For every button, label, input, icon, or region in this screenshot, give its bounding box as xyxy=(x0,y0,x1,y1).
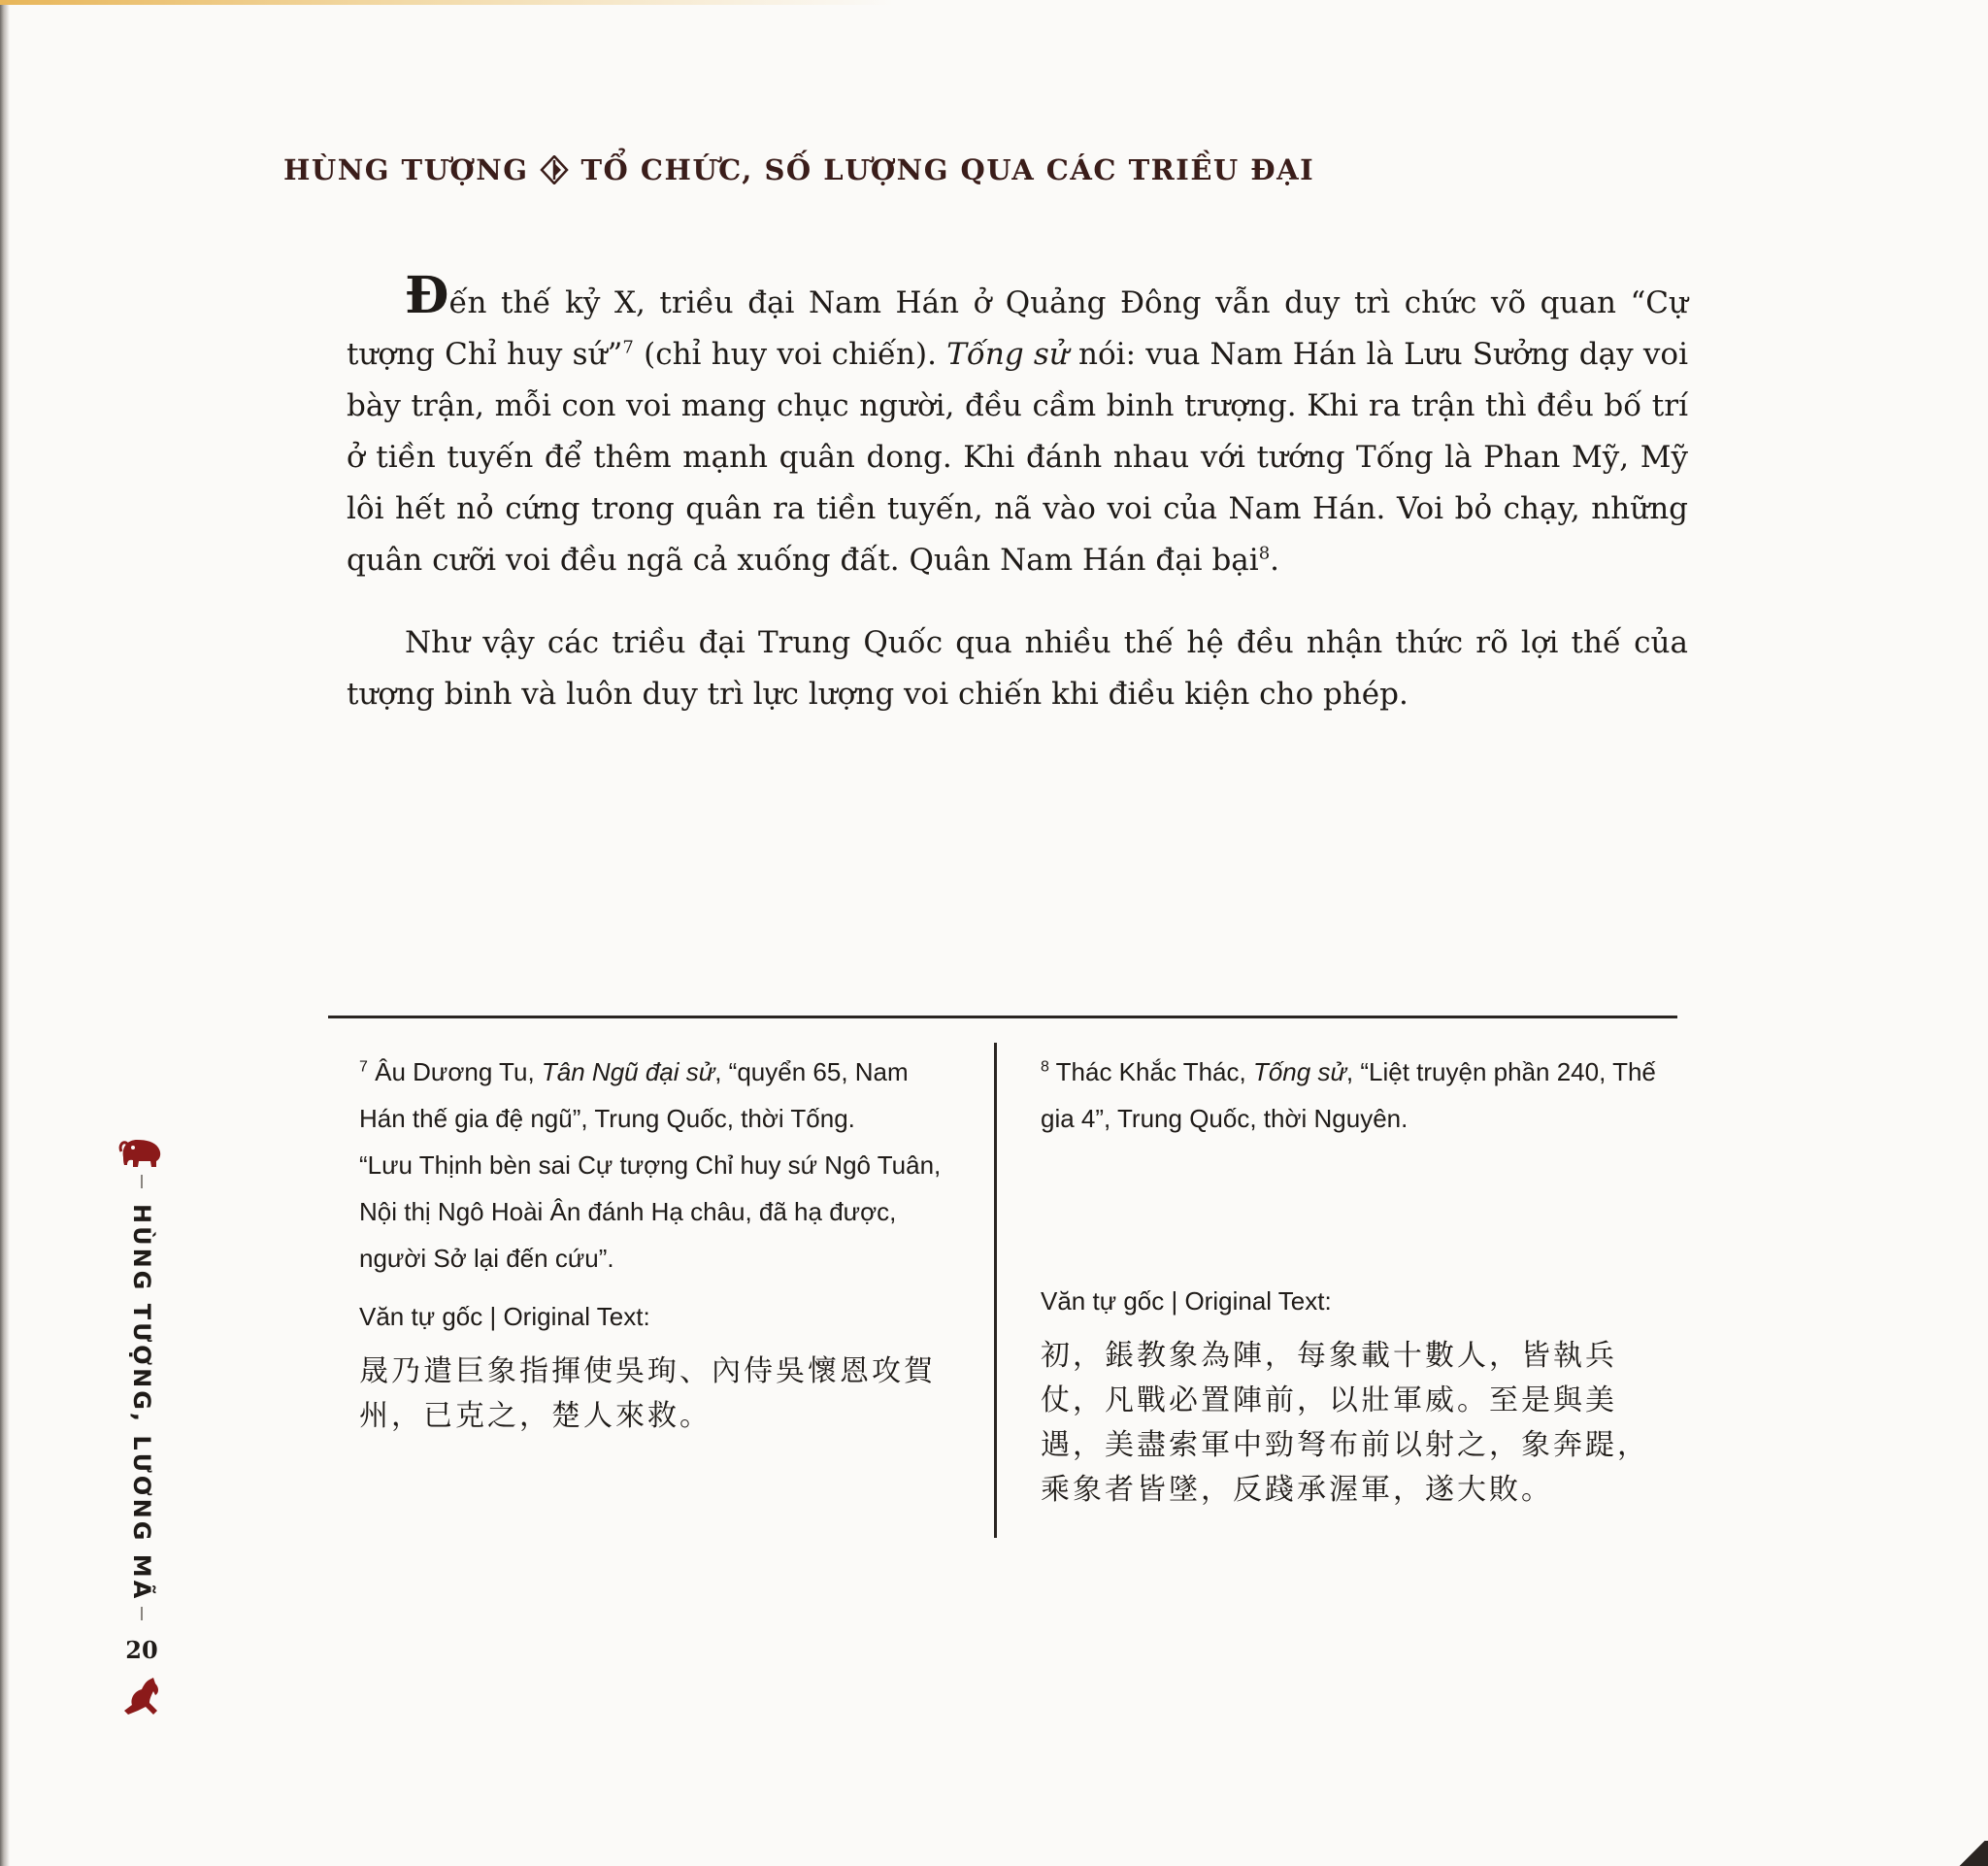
footnote-8-title: Tống sử xyxy=(1252,1057,1346,1086)
elephant-icon xyxy=(117,1130,166,1169)
diamond-ornament-icon xyxy=(540,155,569,184)
page-edge-top xyxy=(0,0,1988,5)
paragraph-1 xyxy=(347,266,1688,586)
paragraph-1-text-b: (chỉ huy voi chiến). xyxy=(633,337,947,372)
paragraph-1-end: . xyxy=(1270,543,1279,578)
paragraph-2: Như vậy các triều đại Trung Quốc qua nhiều thế hệ đều nhận thức rõ lợi thế của tượng binh và luôn duy trì lực lượng voi chiến khi điều kiện cho phép. xyxy=(347,625,1688,712)
footnote-8-original: 初，鋹教象為陣，每象載十數人，皆執兵仗，凡戰必置陣前，以壯軍威。至是與美遇，美盡索軍中勁弩布前以射之，象奔踶，乘象者皆墜，反踐承渥軍，遂大敗。 xyxy=(1041,1339,1649,1507)
paragraph-1-text-c: nói: vua Nam Hán là Lưu Sưởng dạy voi bày trận, mỗi con voi mang chục người, đều cầm binh trượng. Khi ra trận thì đều bố trí ở tiền tuyến để thêm mạnh quân dong. Khi đánh nhau với tướng Tống là Phan Mỹ, Mỹ lôi hết nỏ cứng trong quân ra tiền tuyến, nã vào voi của Nam Hán. Voi bỏ chạy, những quân cưỡi voi đều ngã cả xuống đất. Quân Nam Hán đại bại xyxy=(347,337,1688,578)
header-book-title: HÙNG TƯỢNG xyxy=(283,153,529,186)
footnote-7-original: 晟乃遣巨象指揮使吳珣、內侍吳懷恩攻賀州，已克之，楚人來救。 xyxy=(359,1354,936,1433)
footnote-8-citation xyxy=(1041,1049,1672,1142)
drop-cap: Đ xyxy=(405,266,449,325)
footnote-7-title: Tân Ngũ đại sử xyxy=(541,1057,715,1086)
page-edge-left xyxy=(0,0,10,1866)
footnote-7-quote: “Lưu Thịnh bèn sai Cự tượng Chỉ huy sứ Ngô Tuân, Nội thị Ngô Hoài Ân đánh Hạ châu, đã hạ được, người Sở lại đến cứu”. xyxy=(359,1150,942,1273)
footnote-7-label: Văn tự gốc | Original Text: xyxy=(359,1302,650,1331)
footnote-8-author: Thác Khắc Thác, xyxy=(1048,1057,1253,1086)
paragraph-1-text-a: ến thế kỷ X, triều đại Nam Hán ở Quảng Đông vẫn duy trì chức võ quan “Cự tượng Chỉ huy sứ” xyxy=(347,285,1688,372)
footnote-7-number: 7 xyxy=(359,1058,368,1076)
side-tick-top xyxy=(141,1175,143,1188)
side-tab xyxy=(115,1130,169,1718)
header-chapter-title: TỔ CHỨC, SỐ LƯỢNG QUA CÁC TRIỀU ĐẠI xyxy=(580,153,1315,186)
side-book-title: HÙNG TƯỢNG, LƯƠNG MÃ xyxy=(128,1204,155,1602)
running-header xyxy=(283,153,1314,186)
footnote-8-number: 8 xyxy=(1041,1058,1049,1076)
footnote-ref-8[interactable]: 8 xyxy=(1258,543,1271,564)
footnote-8-rest: , “Liệt truyện phần 240, Thế gia 4”, Trung Quốc, thời Nguyên. xyxy=(1041,1057,1656,1133)
footnote-ref-7[interactable]: 7 xyxy=(622,337,634,358)
page-number: 20 xyxy=(125,1636,158,1665)
page-corner xyxy=(1949,1841,1988,1866)
footnote-8-label: Văn tự gốc | Original Text: xyxy=(1041,1286,1332,1316)
footnote-7 xyxy=(359,1049,953,1439)
horse-icon xyxy=(120,1676,163,1718)
footnote-7-citation xyxy=(359,1049,953,1142)
paragraph-1-italic: Tống sử xyxy=(946,337,1069,372)
footnote-7-rest: , “quyển 65, Nam Hán thế gia đệ ngũ”, Trung Quốc, thời Tống. xyxy=(359,1057,909,1133)
side-tick-bottom xyxy=(141,1607,143,1620)
footnote-rule xyxy=(328,1016,1677,1018)
footnote-8 xyxy=(1041,1049,1672,1513)
main-text xyxy=(347,266,1688,720)
footnote-divider xyxy=(994,1043,997,1538)
footnote-7-author: Âu Dương Tu, xyxy=(367,1057,542,1086)
